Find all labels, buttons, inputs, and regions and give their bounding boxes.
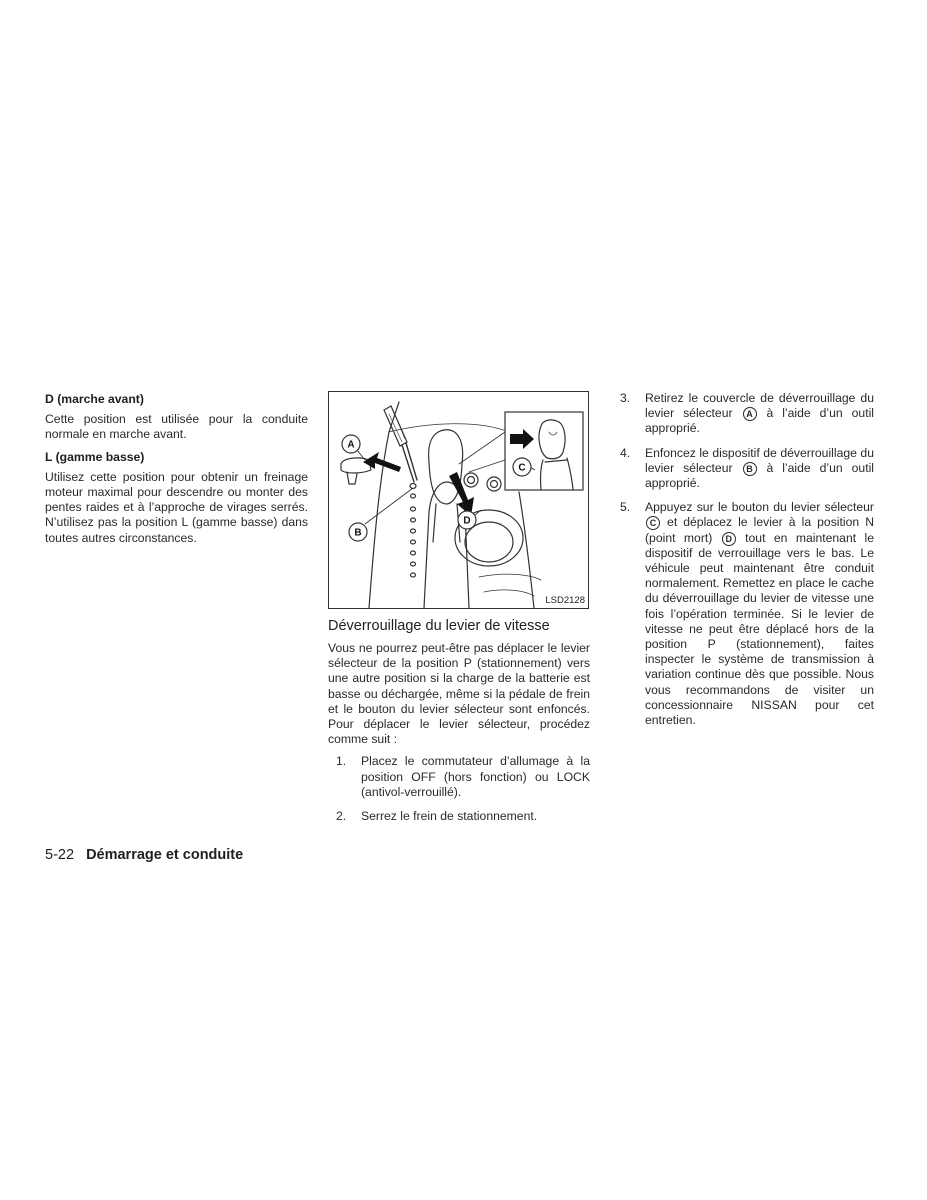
heading-drive: D (marche avant)	[45, 392, 144, 406]
step-text: Appuyez sur le bouton du levier sélecteur	[645, 500, 874, 515]
section-title: Déverrouillage du levier de vitesse	[328, 618, 550, 634]
paragraph-intro: Vous ne pourrez peut-être pas déplacer le levier sélecteur de la position P (stationnement) vers une autre position si la charge de la batterie est basse ou déchargée, même si la pédale de frein et le bouton du levier sélecteur sont enfoncés. Pour déplacer le levier sélecteur, procédez comme suit :	[328, 641, 590, 747]
callout-c-label: C	[518, 462, 526, 474]
figure-code: LSD2128	[545, 595, 585, 606]
paragraph-low: Utilisez cette position pour obtenir un freinage moteur maximal pour descendre ou monter des pentes raides et à l’approche de virages serrés. N’utilisez pas la position L (gamme basse) dans toutes autres circonstances.	[45, 469, 308, 545]
list-item	[620, 500, 874, 728]
heading-low: L (gamme basse)	[45, 449, 145, 464]
column-middle	[328, 617, 590, 833]
step-text: à l’aide d’un outil approprié.	[645, 460, 875, 491]
list-item	[336, 809, 590, 824]
steps-list-1	[328, 754, 590, 824]
step-text: à l’aide d’un outil approprié.	[645, 406, 875, 436]
list-item	[336, 754, 590, 800]
step-text: et déplacez le levier à la position N (point mort)	[645, 515, 874, 545]
step-text: Retirez le couvercle de déverrouillage du levier sélecteur	[645, 391, 874, 421]
page-number: 5-22	[45, 847, 75, 863]
page-footer	[45, 847, 243, 863]
step-number: 1.	[336, 754, 347, 769]
callout-b-mark: B	[743, 462, 757, 476]
step-text: Placez le commutateur d’allumage à la position OFF (hors fonction) ou LOCK (antivol-verrouillé).	[361, 754, 590, 799]
callout-a-mark: A	[743, 407, 757, 421]
step-number: 4.	[620, 445, 631, 460]
step-number: 5.	[620, 500, 631, 515]
chapter-title: Démarrage et conduite	[86, 847, 244, 863]
callout-d-label: D	[463, 515, 471, 527]
illustration-drawing	[329, 392, 588, 608]
step-text: tout en maintenant le dispositif de verrouillage vers le bas. Le véhicule peut maintenant être conduit normalement. Remettez en place le cache du déverrouillage du levier de vitesse une fois l’opération terminée. Si le levier de vitesse ne peut être déplacé hors de la position P (stationnement), faites inspecter le système de transmission à variation continue dès que possible. Nous vous recommandons de visiter un concessionnaire NISSAN pour cet entretien.	[645, 530, 875, 728]
step-number: 2.	[336, 809, 347, 824]
callout-c-mark: C	[646, 516, 660, 530]
callout-d-mark: D	[722, 532, 736, 546]
step-number: 3.	[620, 391, 631, 405]
steps-list-2	[620, 391, 874, 728]
column-right	[620, 391, 874, 737]
column-left	[45, 392, 308, 553]
list-item	[620, 446, 874, 492]
shift-lock-release-illustration	[328, 391, 589, 609]
paragraph-drive: Cette position est utilisée pour la conduite normale en marche avant.	[45, 412, 308, 442]
list-item	[620, 391, 874, 437]
callout-b-label: B	[354, 527, 362, 539]
step-text: Enfoncez le dispositif de déverrouillage du levier sélecteur	[645, 445, 874, 475]
step-text: Serrez le frein de stationnement.	[361, 809, 538, 824]
callout-a-label: A	[347, 439, 355, 451]
